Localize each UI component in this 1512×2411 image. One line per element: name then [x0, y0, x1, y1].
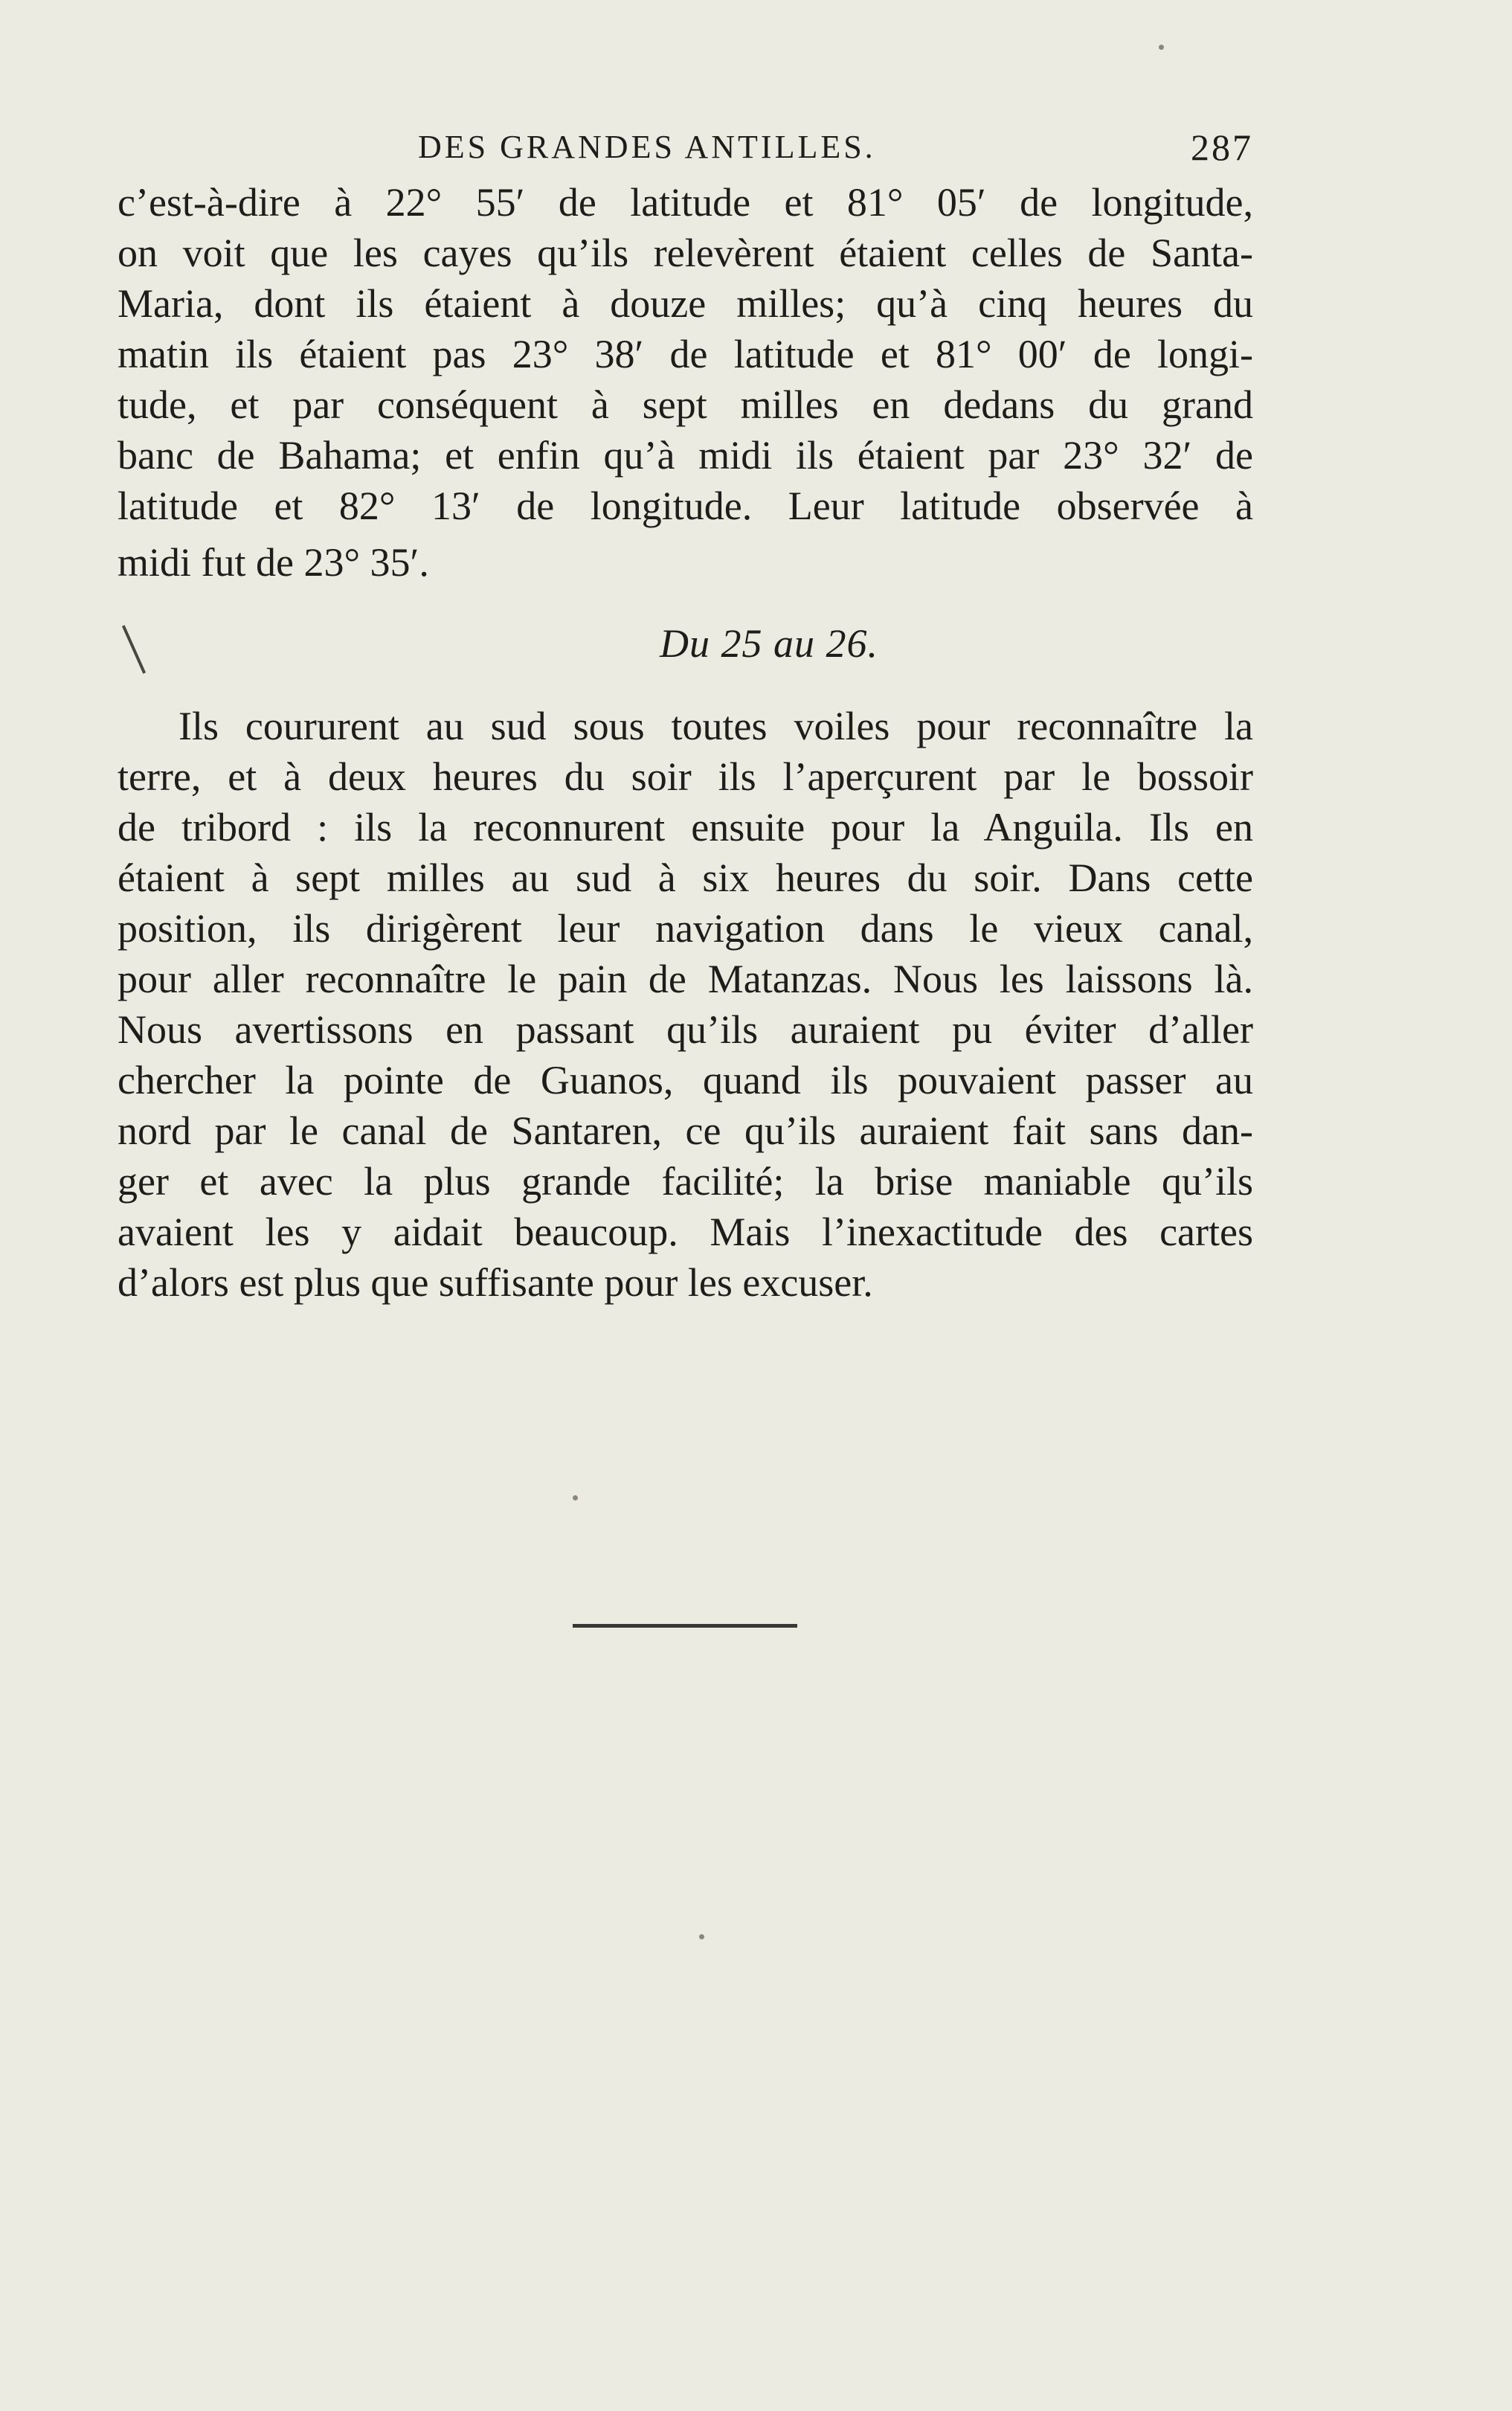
paper-speck: [699, 1934, 704, 1939]
text-line: de tribord : ils la reconnurent ensuite pour la Anguila. Ils en: [118, 805, 1253, 850]
text-line: Nous avertissons en passant qu’ils auraient pu éviter d’aller: [118, 1007, 1253, 1052]
text-line: étaient à sept milles au sud à six heures du soir. Dans cette: [118, 855, 1253, 900]
running-title: DES GRANDES ANTILLES.: [418, 129, 876, 165]
text-line: d’alors est plus que suffisante pour les excuser.: [118, 1260, 873, 1305]
text-line: banc de Bahama; et enfin qu’à midi ils étaient par 23° 32′ de: [118, 433, 1253, 478]
text-line: midi fut de 23° 35′.: [118, 540, 429, 585]
text-line: Ils coururent au sud sous toutes voiles pour reconnaître la: [178, 704, 1253, 748]
page-number: 287: [1191, 126, 1253, 168]
running-head: [118, 125, 1253, 170]
section-heading: Du 25 au 26.: [660, 621, 878, 666]
text-line: nord par le canal de Santaren, ce qu’ils auraient fait sans dan-: [118, 1108, 1253, 1153]
text-line: c’est-à-dire à 22° 55′ de latitude et 81° 05′ de longitude,: [118, 180, 1253, 225]
text-line: matin ils étaient pas 23° 38′ de latitude et 81° 00′ de longi-: [118, 332, 1253, 376]
text-line: position, ils dirigèrent leur navigation dans le vieux canal,: [118, 906, 1253, 951]
text-line: tude, et par conséquent à sept milles en dedans du grand: [118, 382, 1253, 427]
text-line: ger et avec la plus grande facilité; la brise maniable qu’ils: [118, 1159, 1253, 1204]
text-line: on voit que les cayes qu’ils relevèrent étaient celles de Santa-: [118, 231, 1253, 275]
text-line: latitude et 82° 13′ de longitude. Leur latitude observée à: [118, 484, 1253, 528]
text-line: avaient les y aidait beaucoup. Mais l’inexactitude des cartes: [118, 1210, 1253, 1254]
paper-speck: [1159, 45, 1164, 50]
text-line: chercher la pointe de Guanos, quand ils pouvaient passer au: [118, 1058, 1253, 1102]
text-line: terre, et à deux heures du soir ils l’aperçurent par le bossoir: [118, 754, 1253, 799]
text-line: Maria, dont ils étaient à douze milles; qu’à cinq heures du: [118, 281, 1253, 326]
paper-speck: [573, 1495, 578, 1500]
text-line: pour aller reconnaître le pain de Matanzas. Nous les laissons là.: [118, 957, 1253, 1001]
tail-rule-divider: [573, 1624, 797, 1628]
